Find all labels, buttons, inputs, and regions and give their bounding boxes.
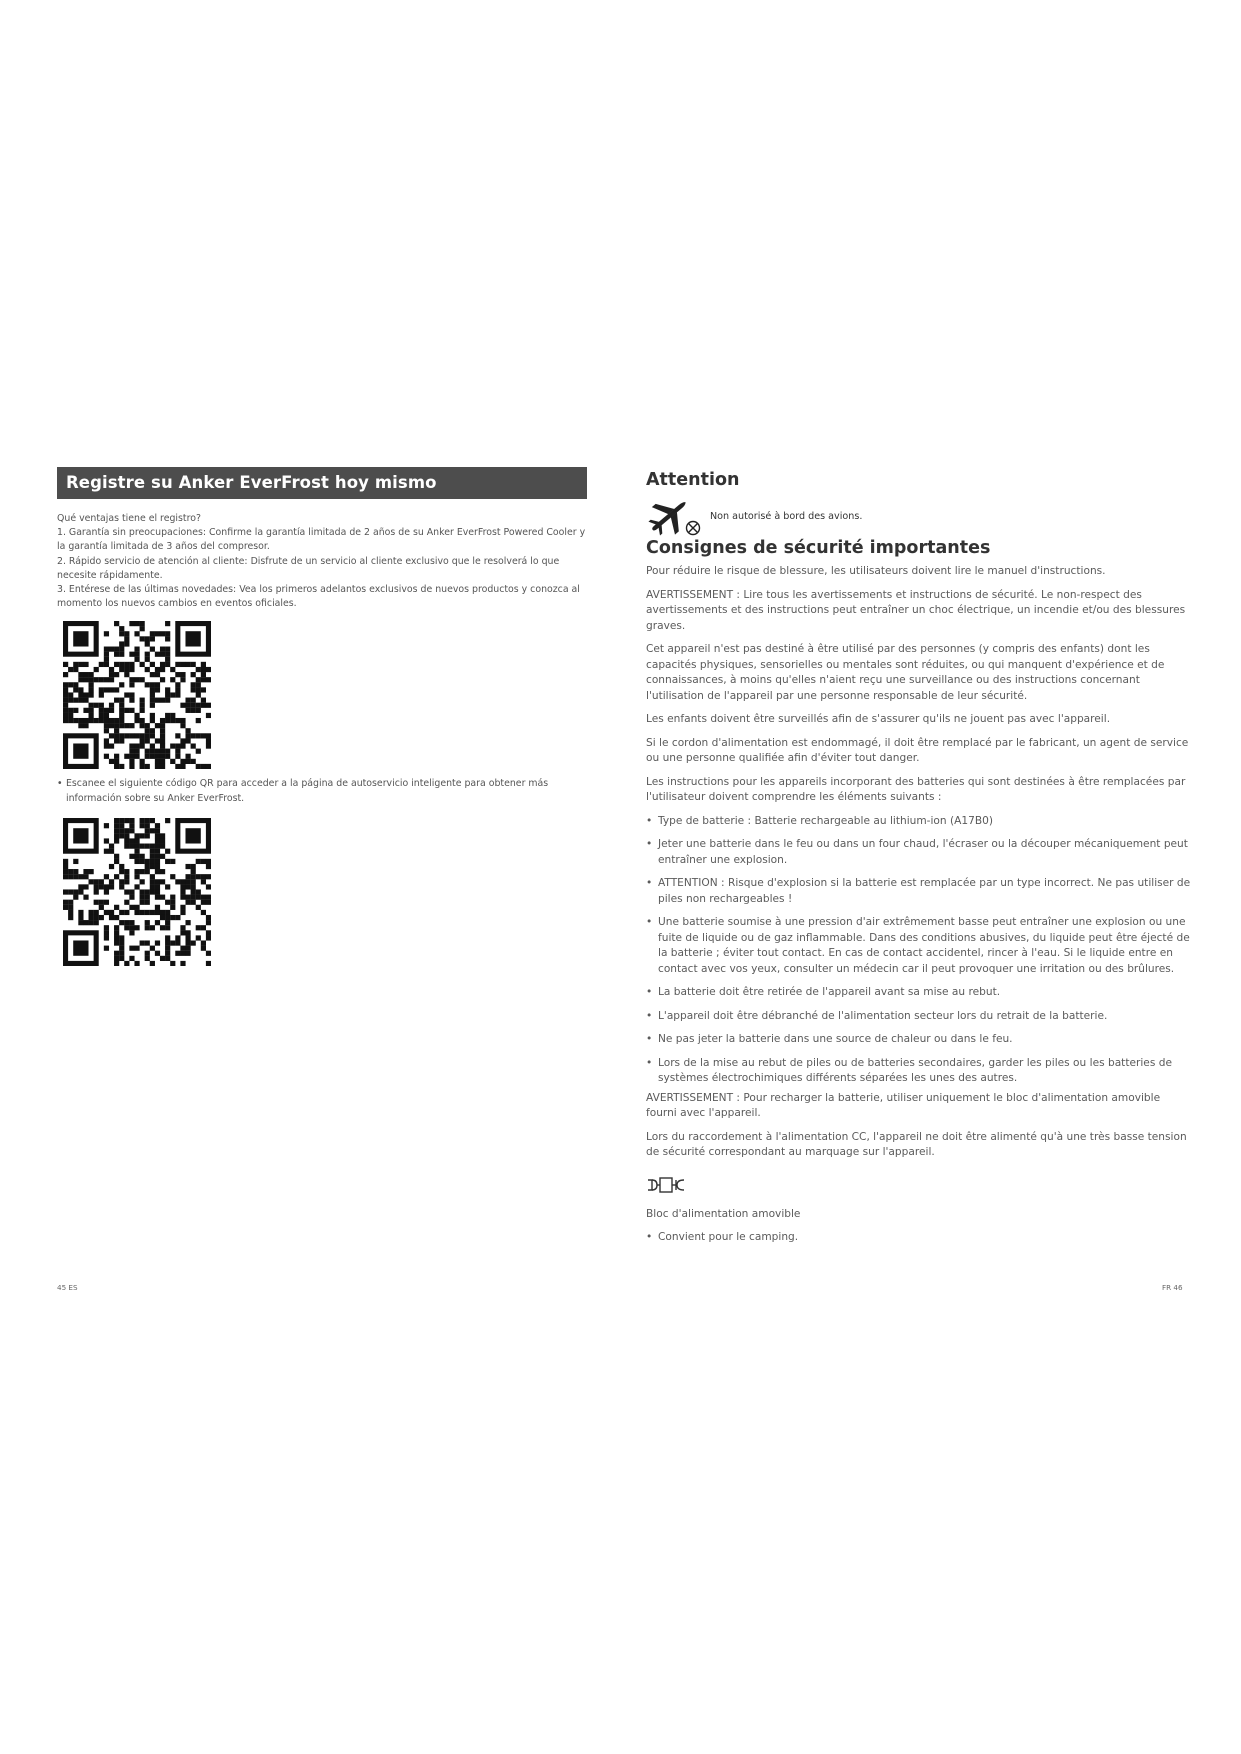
page-number-right: FR 46: [1162, 1283, 1183, 1292]
intro-line: 3. Entérese de las últimas novedades: Vea los primeros adelantos exclusivos de nuevos productos y conozca al momento los nuevos cambios en eventos oficiales.: [57, 584, 580, 610]
battery-instructions-list: [646, 814, 1191, 1087]
paragraph: AVERTISSEMENT : Lire tous les avertissements et instructions de sécurité. Le non-respect des avertissements et des instructions peut entraîner un choc électrique, un incendie et/ou des blessures graves.: [646, 588, 1186, 632]
paragraph: Lors du raccordement à l'alimentation CC, l'appareil ne doit être alimenté qu'à une très basse tension de sécurité correspondant au marquage sur l'appareil.: [646, 1130, 1187, 1158]
list-item: • Ne pas jeter la batterie dans une source de chaleur ou dans le feu.: [646, 1032, 1191, 1048]
list-item: • L'appareil doit être débranché de l'alimentation secteur lors du retrait de la batterie.: [646, 1009, 1191, 1025]
paragraph: Pour réduire le risque de blessure, les utilisateurs doivent lire le manuel d'instructions.: [646, 565, 1106, 577]
qr-instruction: • Escanee el siguiente código QR para acceder a la página de autoservicio inteligente para obtener más información sobre su Anker EverFrost.: [57, 777, 587, 805]
left-page: [57, 467, 587, 966]
psu-label: Bloc d'alimentation amovible: [646, 1207, 801, 1220]
paragraph: Cet appareil n'est pas destiné à être utilisé par des personnes (y compris des enfants) dont les capacités physiques, sensorielles ou mentales sont réduites, ou qui manquent d'expérience et de connaissances, à moins qu'elles n'aient reçu une surveillance ou des instructions concernant l'utilisation de l'appareil par une personne responsable de leur sécurité.: [646, 643, 1165, 702]
intro-line: 2. Rápido servicio de atención al cliente: Disfrute de un servicio al cliente exclusivo que le resolverá lo que necesite rápidamente.: [57, 555, 560, 581]
intro-line: 1. Garantía sin preocupaciones: Confirme la garantía limitada de 2 años de su Anker EverFrost Powered Cooler y la garantía limitada de 3 años del compresor.: [57, 527, 586, 553]
paragraph: Si le cordon d'alimentation est endommagé, il doit être remplacé par le fabricant, un agent de service ou une personne qualifiée afin d'éviter tout danger.: [646, 736, 1189, 764]
list-item: • Une batterie soumise à une pression d'air extrêmement basse peut entraîner une explosion ou une fuite de liquide ou de gaz inflammable. Dans des conditions abusives, du liquide peut être éjecté de la batterie ; éviter tout contact. En cas de contact accidentel, rincer à l'eau. Si le liquide entre en contact avec vos yeux, consulter un médecin car il peut provoquer une irritation ou des brûlures.: [646, 915, 1191, 977]
right-page: [646, 470, 1191, 1254]
qr-code-icon[interactable]: [63, 621, 211, 769]
registration-intro: [57, 512, 587, 611]
list-item: • Convient pour le camping.: [646, 1230, 1191, 1246]
attention-title: Attention: [646, 470, 740, 490]
page-number-left: 45 ES: [57, 1283, 78, 1292]
list-item: • Lors de la mise au rebut de piles ou de batteries secondaires, garder les piles ou les batteries de systèmes électrochimiques différents séparées les unes des autres.: [646, 1056, 1191, 1087]
paragraph: Les enfants doivent être surveillés afin de s'assurer qu'ils ne jouent pas avec l'appareil.: [646, 713, 1111, 725]
psu-list: [646, 1230, 1191, 1246]
aircraft-warning-text: Non autorisé à bord des avions.: [710, 511, 863, 522]
list-item: • ATTENTION : Risque d'explosion si la batterie est remplacée par un type incorrect. Ne pas utiliser de piles non rechargeables !: [646, 876, 1191, 907]
safety-title: Consignes de sécurité importantes: [646, 538, 991, 558]
prohibited-icon: [687, 522, 700, 535]
registration-banner: Registre su Anker EverFrost hoy mismo: [57, 467, 587, 499]
list-item: • Jeter une batterie dans le feu ou dans un four chaud, l'écraser ou la découper mécaniquement peut entraîner une explosion.: [646, 837, 1191, 868]
intro-line: Qué ventajas tiene el registro?: [57, 513, 201, 524]
qr-code-icon[interactable]: [63, 818, 211, 966]
airplane-icon: [646, 495, 708, 539]
aircraft-warning: [646, 493, 1191, 537]
paragraph: Les instructions pour les appareils incorporant des batteries qui sont destinées à être remplacées par l'utilisateur doivent comprendre les éléments suivants :: [646, 775, 1186, 803]
paragraph: AVERTISSEMENT : Pour recharger la batterie, utiliser uniquement le bloc d'alimentation amovible fourni avec l'appareil.: [646, 1091, 1161, 1119]
list-item: • La batterie doit être retirée de l'appareil avant sa mise au rebut.: [646, 985, 1191, 1001]
list-item: • Type de batterie : Batterie rechargeable au lithium-ion (A17B0): [646, 814, 1191, 830]
power-supply-icon: [646, 1173, 686, 1197]
